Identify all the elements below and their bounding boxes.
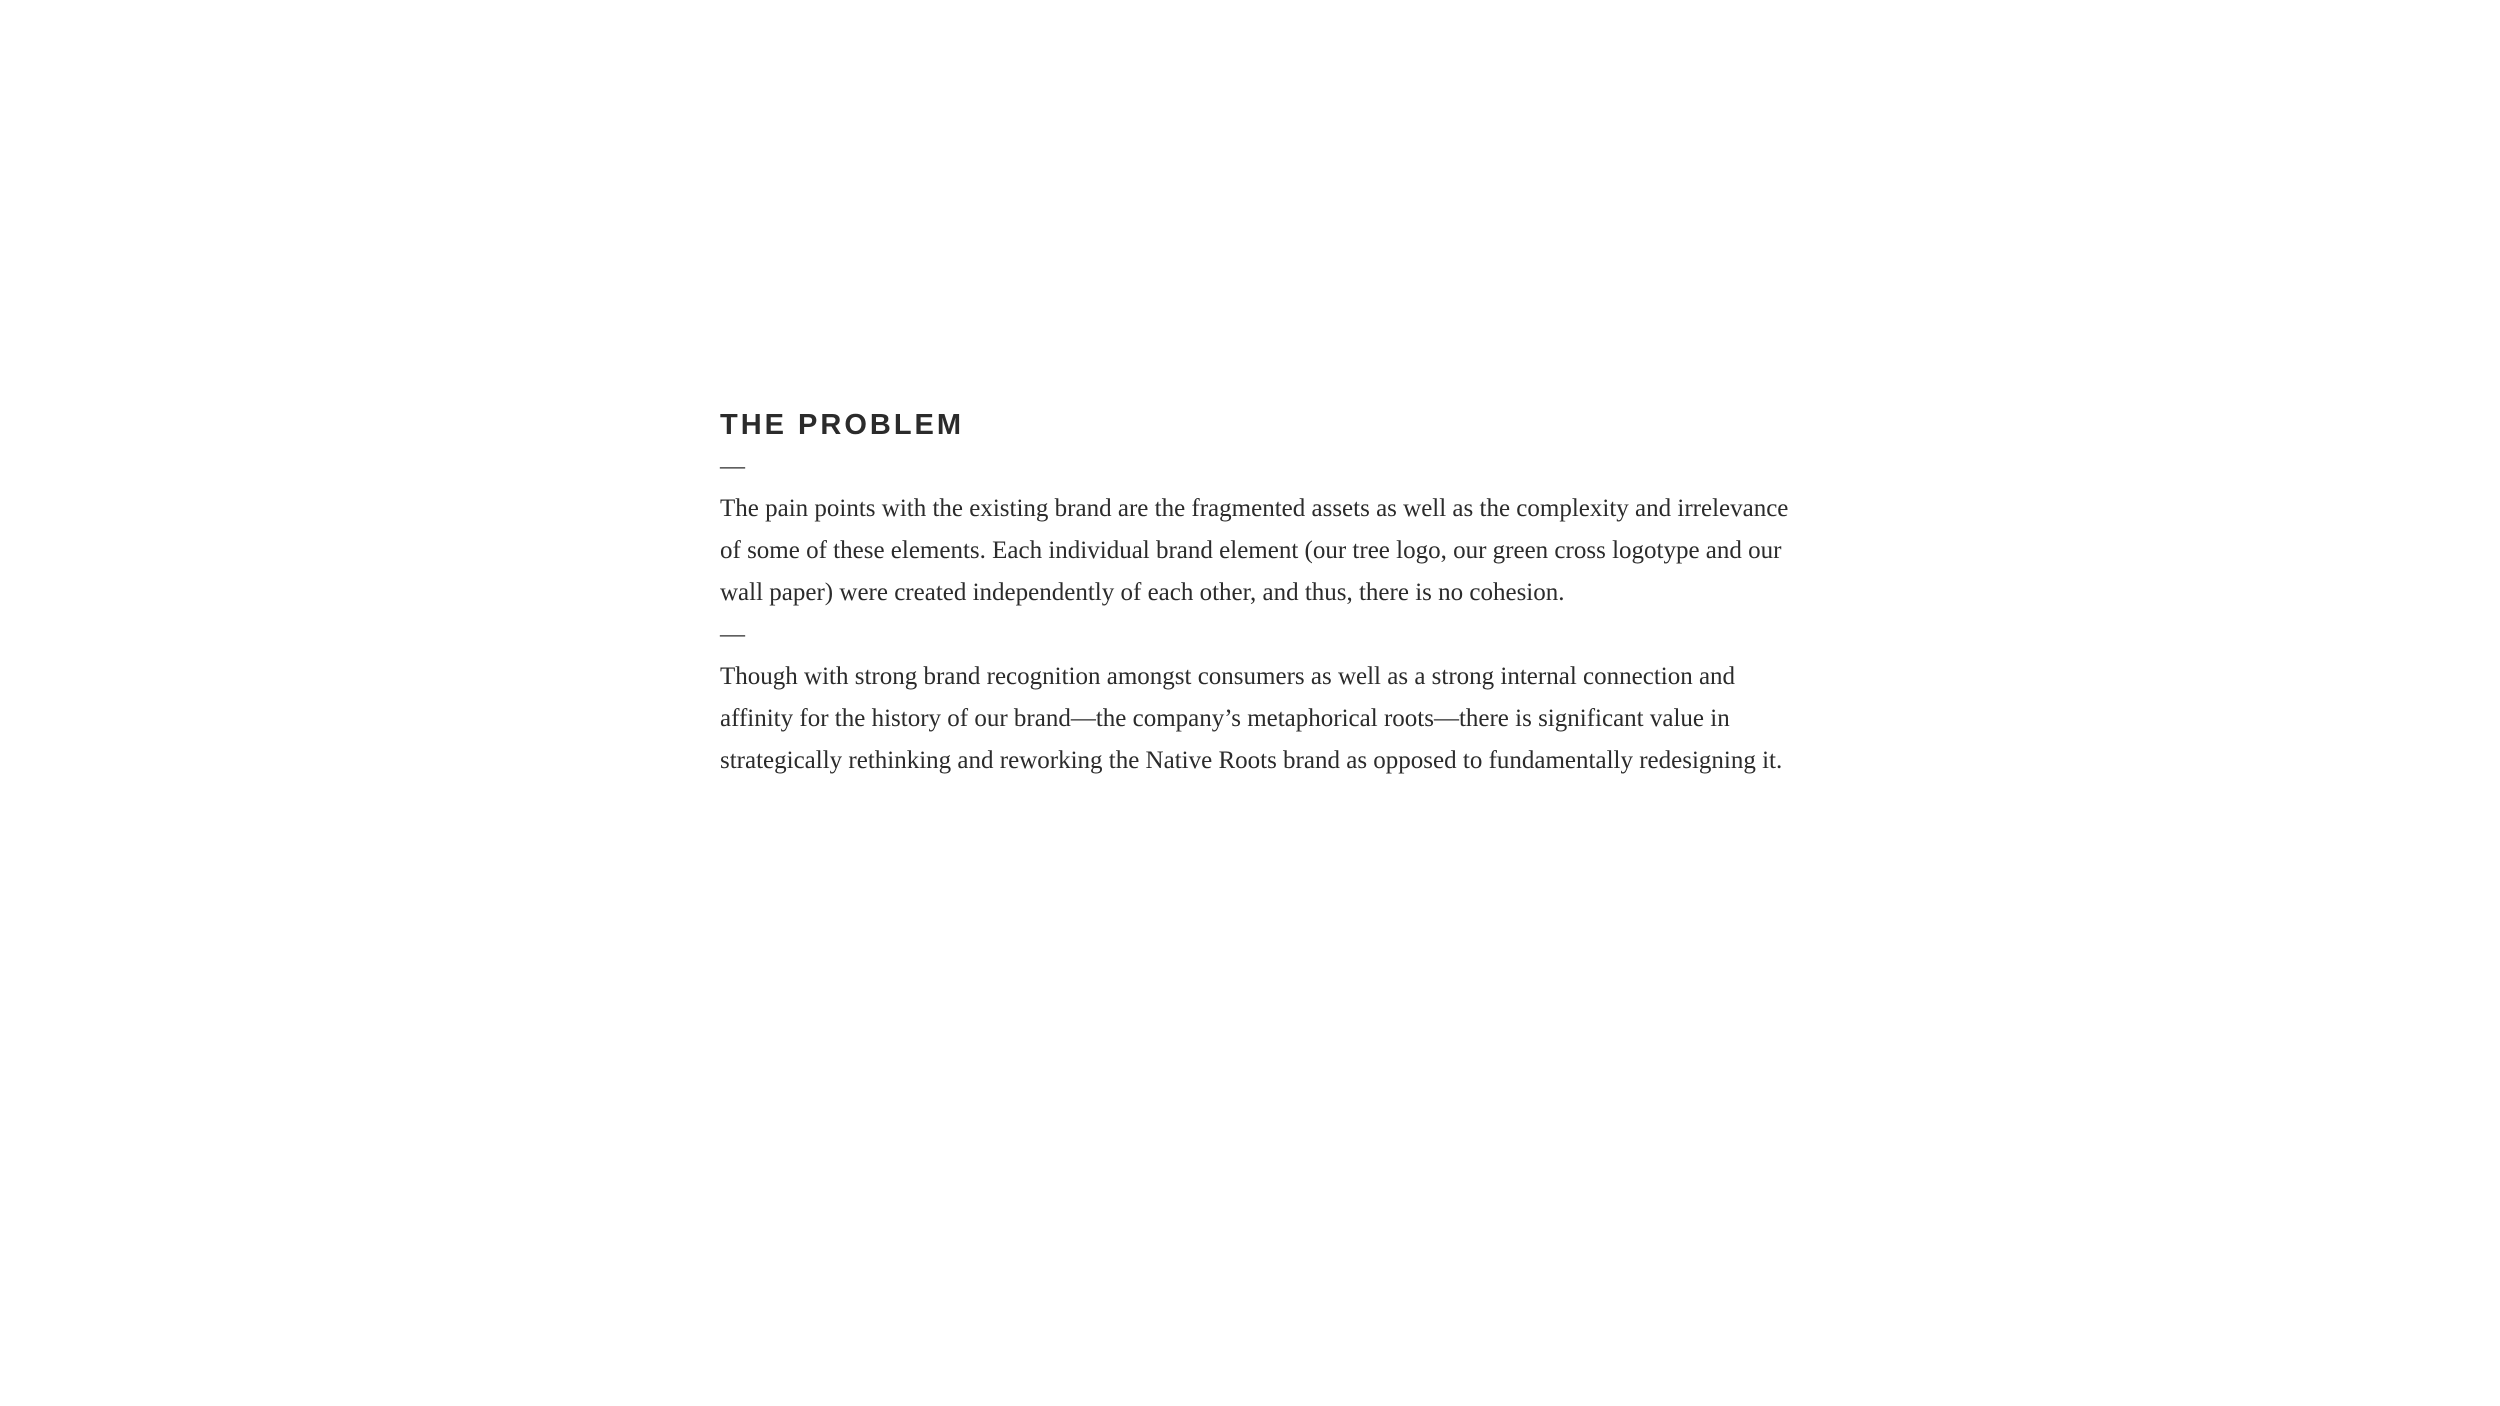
- divider-dash: —: [720, 621, 745, 648]
- paragraph-brand-value: Though with strong brand recognition amongst consumers as well as a strong internal connection and affinity for the history of our brand—the company’s metaphorical roots—there is significant value in strategically rethinking and reworking the Native Roots brand as opposed to fundamentally redesigning it.: [720, 663, 1783, 774]
- paragraph-pain-points: The pain points with the existing brand are the fragmented assets as well as the complexity and irrelevance of some of these elements. Each individual brand element (our tree logo, our green cross logotype and our wall paper) were created independently of each other, and thus, there is no cohesion.: [720, 495, 1789, 606]
- divider-dash: —: [720, 453, 745, 480]
- section-heading: THE PROBLEM: [720, 409, 965, 441]
- problem-section: [720, 404, 1800, 782]
